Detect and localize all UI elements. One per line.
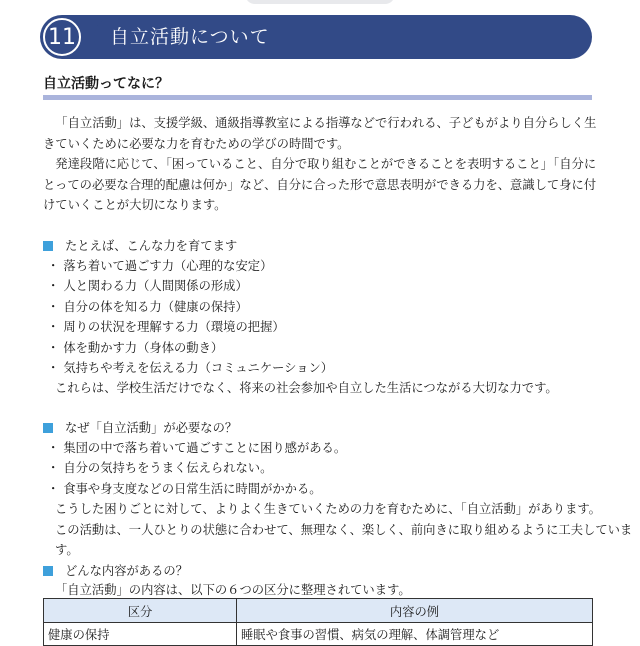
block1-heading [43,236,237,256]
section-divider [43,95,592,100]
block1-list [47,256,333,378]
list-item: ・ 落ち着いて過ごす力（心理的な安定） [47,256,333,276]
intro-paragraph-2: 発達段階に応じて、「困っていること、自分で取り組むことができることを表明すること」「自分にとっての必要な合理的配慮は何か」など、自分に合った形で意思表明ができる力を、意識して身に付けていくことが大切になります。 [43,157,597,213]
list-item: ・ 気持ちや考えを伝える力（コミュニケーション） [47,358,333,378]
section-title: 自立活動ってなに？ [43,76,169,92]
list-item: ・ 自分の体を知る力（健康の保持） [47,297,333,317]
table-header-examples: 内容の例 [237,599,593,623]
intro-paragraphs [43,113,599,216]
block3-heading [43,561,188,581]
chapter-header [40,15,592,59]
list-item: ・ 集団の中で落ち着いて過ごすことに困り感がある。 [47,438,346,458]
top-shadow-decoration [245,0,395,4]
square-bullet-icon [43,566,53,576]
square-bullet-icon [43,241,53,251]
table-header-category: 区分 [44,599,237,623]
chapter-number-badge: 11 [43,18,81,56]
block2-heading-text: なぜ「自立活動」が必要なの？ [65,421,238,435]
list-item: ・ 自分の気持ちをうまく伝えられない。 [47,458,346,478]
block2-note-1: こうした困りごとに対して、よりよく生きていくための力を育むために、「自立活動」があります。 [55,502,601,516]
list-item: ・ 体を動かす力（身体の動き） [47,338,333,358]
contents-table [43,598,593,646]
chapter-title: 自立活動について [110,26,270,48]
list-item: ・ 周りの状況を理解する力（環境の把握） [47,317,333,337]
block2-heading [43,418,237,438]
table-cell: 睡眠や食事の習慣、病気の理解、体調管理など [237,623,593,646]
square-bullet-icon [43,423,53,433]
list-item: ・ 食事や身支度などの日常生活に時間がかかる。 [47,479,346,499]
block3-heading-text: どんな内容があるの？ [65,564,188,578]
block2-list [47,438,346,499]
block1-note: これらは、学校生活だけでなく、将来の社会参加や自立した生活につながる大切な力です。 [55,381,558,395]
intro-paragraph-1: 「自立活動」は、支援学級、通級指導教室による指導などで行われる、子どもがより自分らしく生きていくために必要な力を育むための学びの時間です。 [43,116,597,151]
block1-heading-text: たとえば、こんな力を育てます [65,239,238,253]
block3-note: 「自立活動」の内容は、以下の６つの区分に整理されています。 [55,583,411,597]
block2-note-2: この活動は、一人ひとりの状態に合わせて、無理なく、楽しく、前向きに取り組めるように工夫しています。 [55,523,633,558]
table-cell: 健康の保持 [44,623,237,646]
table-row [44,623,593,646]
list-item: ・ 人と関わる力（人間関係の形成） [47,276,333,296]
